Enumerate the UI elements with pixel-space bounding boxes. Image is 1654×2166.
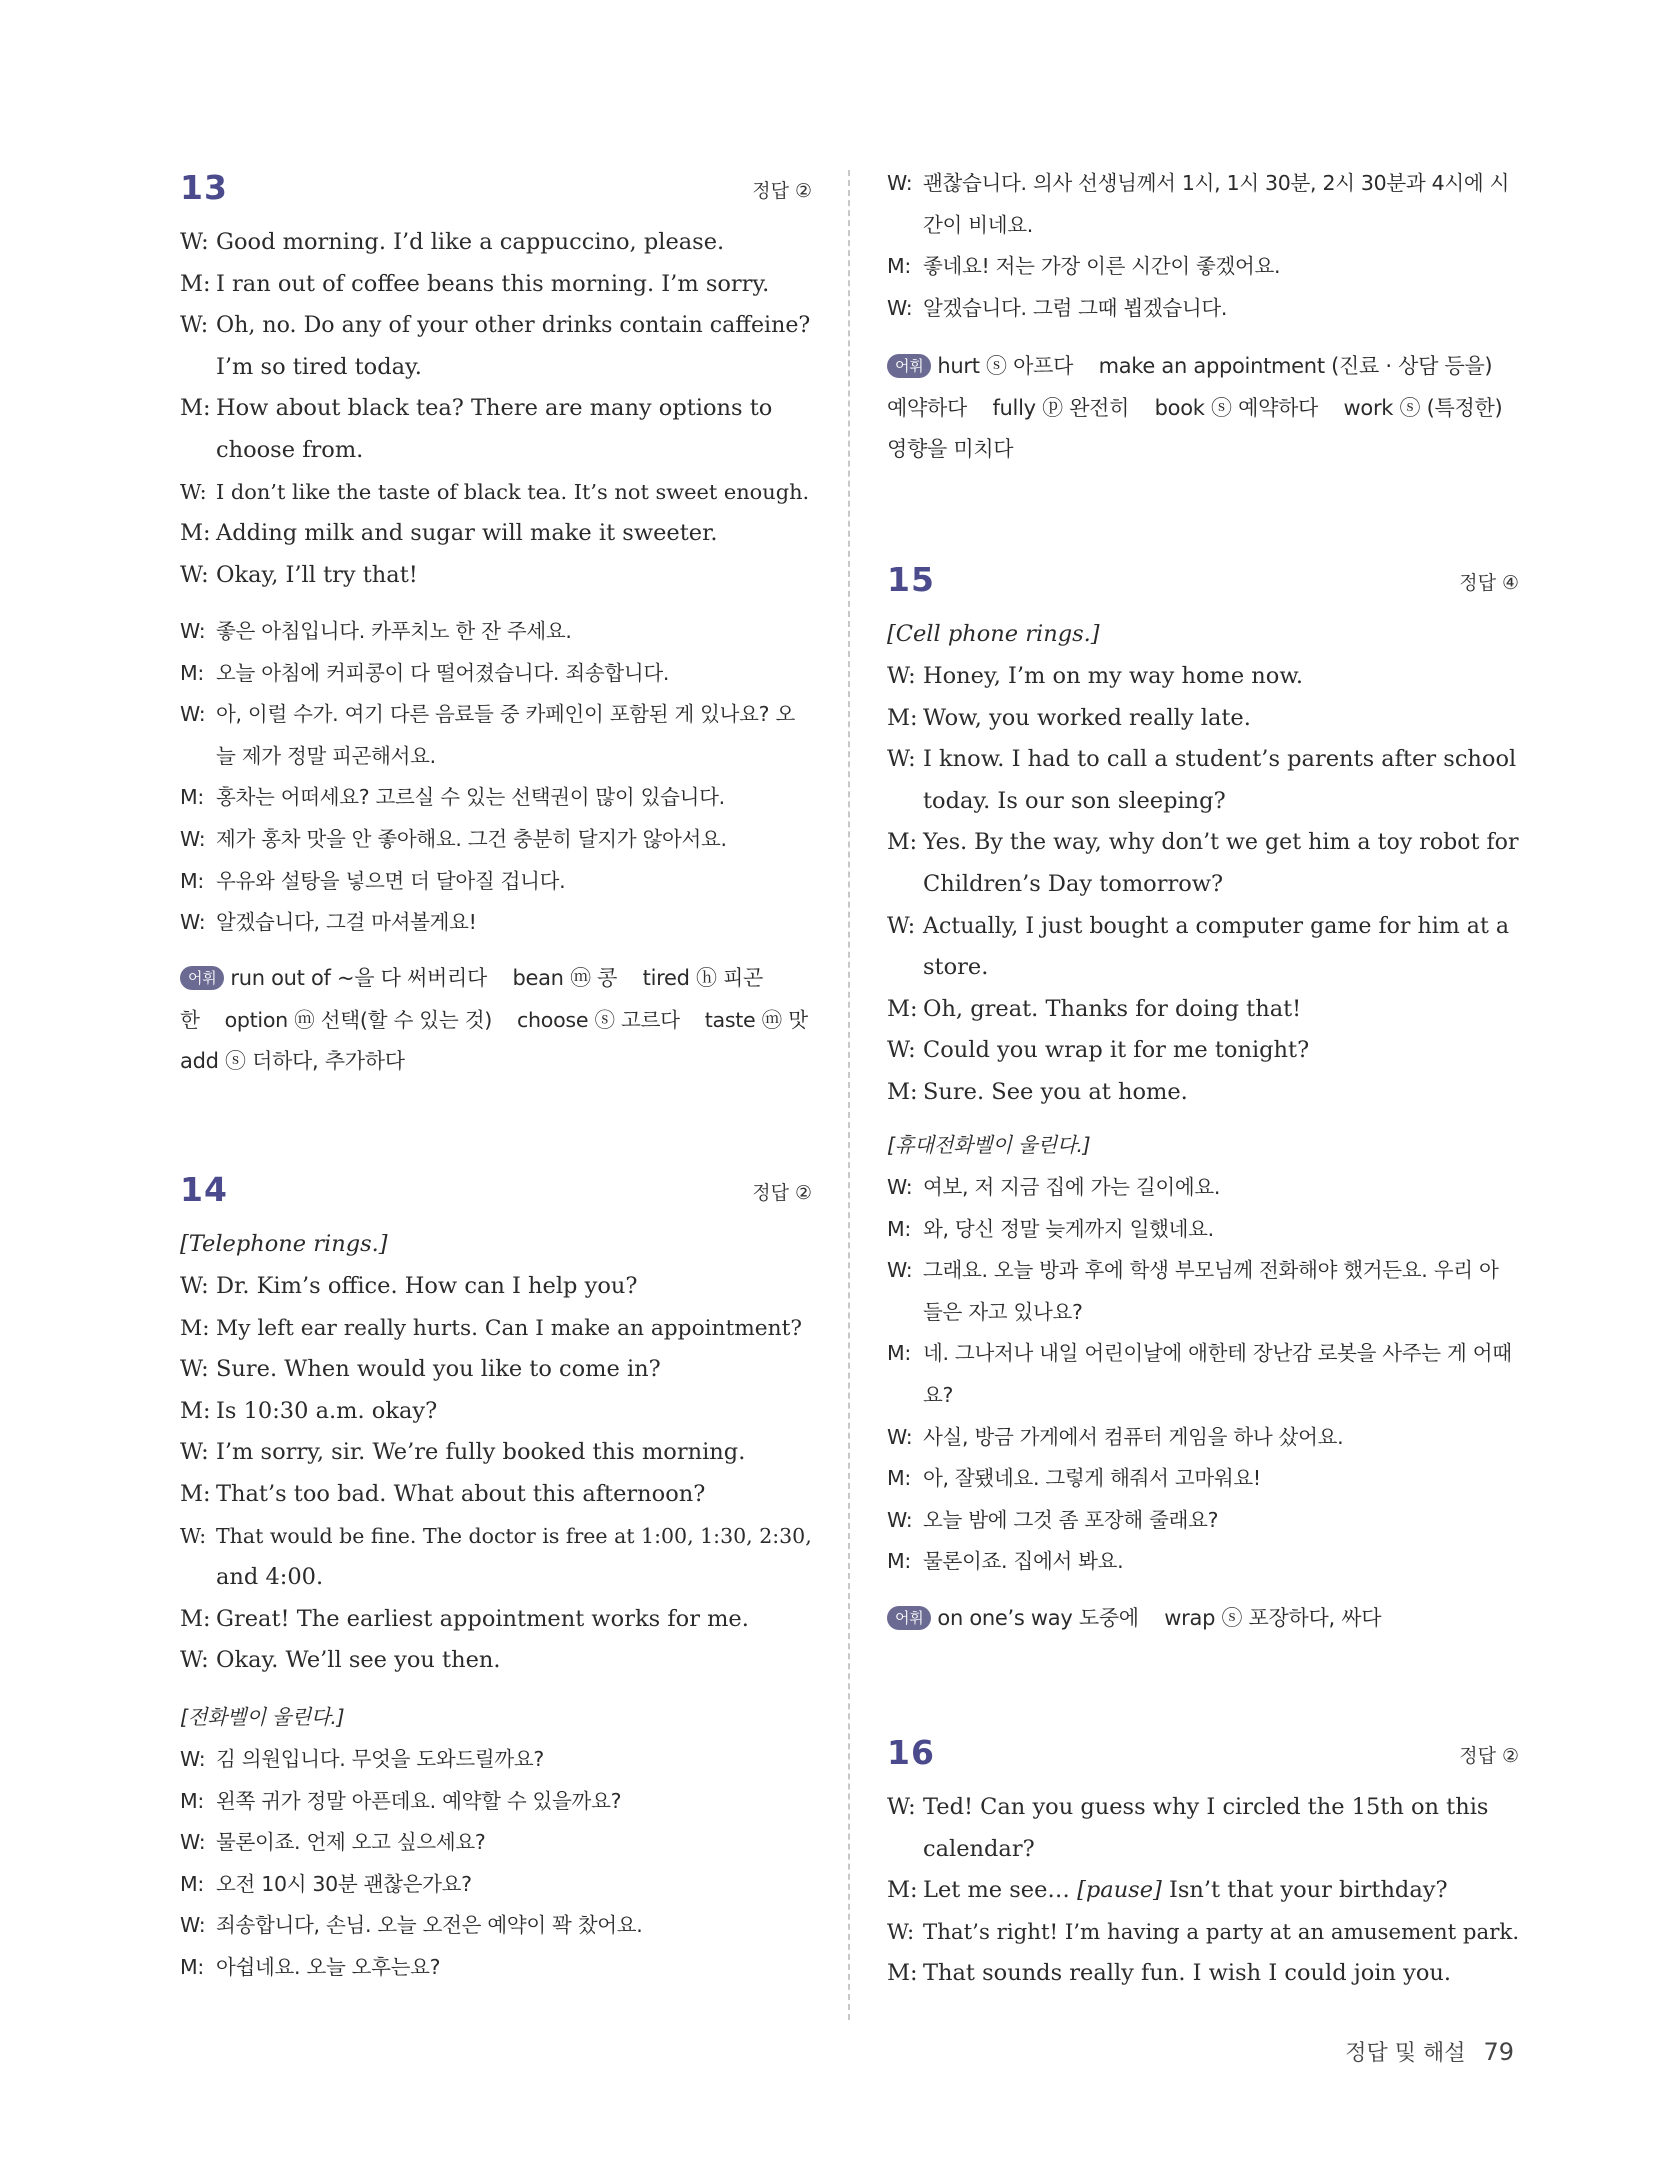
- dialogue-line: choose from.: [216, 436, 364, 463]
- dialogue-line: [887, 656, 1519, 698]
- dialogue-text: 김 의원입니다. 무엇을 도와드릴까요?: [216, 1747, 544, 1771]
- dialogue-text: That’s right! I’m having a party at an amusement park.: [923, 1919, 1520, 1945]
- vocab-line: [887, 429, 1519, 471]
- dialogue-text: Adding milk and sugar will make it sweeter.: [216, 520, 718, 547]
- dialogue-line: I’m so tired today.: [216, 353, 422, 380]
- dialogue-line: [180, 694, 812, 736]
- dialogue-text: 괜찮습니다. 의사 선생님께서 1시, 1시 30분, 2시 30분과 4시에 시: [923, 171, 1510, 195]
- dialogue-line: [887, 1167, 1519, 1209]
- dialogue-line: [887, 1541, 1519, 1583]
- dialogue-line: [887, 1417, 1519, 1459]
- dialogue-text: Honey, I’m on my way home now.: [923, 663, 1304, 689]
- dialogue-line: [180, 388, 812, 430]
- speaker-label: W:: [180, 1273, 209, 1299]
- speaker-label: M:: [180, 1605, 211, 1632]
- dialogue-text: Okay, I’ll try that!: [216, 561, 418, 588]
- speaker-label: M:: [887, 1877, 918, 1904]
- dialogue-text: 물론이죠. 언제 오고 싶으세요?: [216, 1830, 486, 1855]
- dialogue-line: [180, 305, 812, 347]
- speaker-label: W:: [887, 171, 913, 195]
- dialogue-line: [887, 1030, 1519, 1072]
- dialogue-line: [887, 1870, 1519, 1912]
- dialogue-line: [180, 1864, 812, 1906]
- speaker-label: W:: [887, 295, 913, 320]
- dialogue-text: 오전 10시 30분 괜찮은가요?: [216, 1871, 472, 1896]
- speaker-label: M:: [887, 1549, 911, 1574]
- vocab-line: [180, 958, 812, 1000]
- speaker-label: W:: [887, 1037, 916, 1064]
- dialogue-text: Oh, great. Thanks for doing that!: [923, 995, 1302, 1022]
- answer-label: 정답 ②: [752, 1182, 812, 1204]
- dialogue-line: [887, 822, 1519, 864]
- dialogue-line: [887, 1500, 1519, 1542]
- dialogue-text: I’m sorry, sir. We’re fully booked this morning.: [216, 1439, 746, 1466]
- vocab-line: [887, 388, 1519, 430]
- q13-header: [180, 168, 812, 214]
- dialogue-text: Actually, I just bought a computer game for him at a: [923, 912, 1510, 939]
- dialogue-line: [180, 555, 812, 597]
- dialogue-text: 오늘 밤에 그것 좀 포장해 줄래요?: [923, 1507, 1219, 1532]
- dialogue-text: Sure. See you at home.: [923, 1078, 1188, 1105]
- dialogue-line: [180, 1781, 812, 1823]
- speaker-label: W:: [180, 1523, 207, 1548]
- dialogue-text: How about black tea? There are many options to: [216, 395, 773, 422]
- vocab-text: 한 option ⓜ 선택(할 수 있는 것) choose ⓢ 고르다 taste ⓜ 맛: [180, 1007, 808, 1032]
- vocab-line: [180, 1041, 812, 1083]
- dialogue-text: 왼쪽 귀가 정말 아픈데요. 예약할 수 있을까요?: [216, 1788, 622, 1813]
- answer-label: 정답 ②: [752, 180, 812, 202]
- speaker-label: W:: [180, 1830, 206, 1855]
- q15-header: [887, 560, 1519, 606]
- speaker-label: W:: [180, 702, 206, 727]
- dialogue-line: [180, 1474, 812, 1516]
- speaker-label: M:: [887, 1960, 918, 1987]
- q15-korean-script: [887, 1167, 1519, 1583]
- dialogue-line: [180, 861, 812, 903]
- q13-korean-script: [180, 611, 812, 944]
- dialogue-text: 여보, 저 지금 집에 가는 길이에요.: [923, 1175, 1221, 1199]
- q15-vocabulary: [887, 1598, 1519, 1640]
- sound-cue: [Cell phone rings.]: [887, 621, 1100, 647]
- speaker-label: M:: [180, 1480, 211, 1507]
- dialogue-line: calendar?: [923, 1835, 1035, 1862]
- dialogue-text: 네. 그나저나 내일 어린이날에 애한테 장난감 로봇을 사주는 게 어때: [923, 1341, 1512, 1366]
- dialogue-line: 들은 자고 있나요?: [923, 1299, 1083, 1324]
- question-number: 14: [180, 1170, 228, 1209]
- dialogue-text: 와, 당신 정말 늦게까지 일했네요.: [923, 1216, 1214, 1241]
- speaker-label: M:: [887, 1341, 911, 1366]
- speaker-label: M:: [887, 995, 918, 1022]
- speaker-label: W:: [887, 746, 916, 773]
- q14-header: [180, 1170, 812, 1216]
- q14-vocabulary: [887, 346, 1519, 471]
- q15-english-script: [887, 656, 1519, 1114]
- dialogue-line: [887, 989, 1519, 1031]
- dialogue-line: [887, 1250, 1519, 1292]
- question-number: 15: [887, 560, 935, 599]
- dialogue-line: [887, 739, 1519, 781]
- vocab-text: hurt ⓢ 아프다 make an appointment (진료 · 상담 등을): [937, 354, 1493, 378]
- vocab-badge: 어휘: [887, 1606, 931, 1630]
- dialogue-line: [887, 1333, 1519, 1375]
- speaker-label: M:: [180, 1871, 204, 1896]
- vocab-text: run out of ~을 다 써버리다 bean ⓜ 콩 tired ⓗ 피곤: [230, 966, 764, 990]
- column-divider: [848, 170, 850, 2020]
- speaker-label: W:: [887, 912, 916, 939]
- dialogue-text: Dr. Kim’s office. How can I help you?: [216, 1273, 638, 1299]
- page-footer: [1345, 2036, 1514, 2067]
- speaker-label: M:: [180, 1954, 204, 1979]
- dialogue-text: 물론이죠. 집에서 봐요.: [923, 1549, 1124, 1574]
- dialogue-line: [180, 1905, 812, 1947]
- dialogue-text: 알겠습니다, 그걸 마셔볼게요!: [216, 910, 477, 935]
- dialogue-text: Ted! Can you guess why I circled the 15th on this: [923, 1794, 1489, 1820]
- dialogue-line: [887, 906, 1519, 948]
- dialogue-line: [180, 1822, 812, 1864]
- vocab-badge: 어휘: [180, 966, 224, 990]
- speaker-label: W:: [887, 1175, 913, 1199]
- speaker-label: W:: [887, 1919, 915, 1945]
- q13-english-script: [180, 222, 812, 596]
- speaker-label: M:: [180, 1315, 210, 1341]
- speaker-label: W:: [887, 1424, 913, 1449]
- dialogue-text: 아, 잘됐네요. 그렇게 해줘서 고마워요!: [923, 1466, 1261, 1491]
- dialogue-line: [887, 1072, 1519, 1114]
- dialogue-line: [180, 653, 812, 695]
- speaker-label: M:: [887, 1466, 911, 1491]
- speaker-label: M:: [180, 785, 204, 810]
- dialogue-line: [887, 1787, 1519, 1829]
- vocab-line: [887, 1598, 1519, 1640]
- q16-english-script: [887, 1787, 1519, 1995]
- dialogue-line: Children’s Day tomorrow?: [923, 870, 1224, 897]
- dialogue-line: [180, 513, 812, 555]
- dialogue-text: 제가 홍차 맛을 안 좋아해요. 그건 충분히 달지가 않아서요.: [216, 826, 727, 851]
- dialogue-line: [887, 698, 1519, 740]
- dialogue-text: I ran out of coffee beans this morning. I’m sorry.: [216, 270, 770, 297]
- dialogue-line: [180, 1308, 812, 1350]
- speaker-label: M:: [180, 395, 211, 422]
- dialogue-text: Sure. When would you like to come in?: [216, 1356, 661, 1383]
- speaker-label: W:: [180, 561, 209, 588]
- dialogue-line: [180, 264, 812, 306]
- sound-cue: [휴대전화벨이 울린다.]: [887, 1133, 1091, 1157]
- speaker-label: M:: [887, 704, 918, 731]
- speaker-label: W:: [180, 1439, 209, 1466]
- answer-label: 정답 ②: [1459, 1745, 1519, 1767]
- dialogue-text: 좋네요! 저는 가장 이른 시간이 좋겠어요.: [923, 254, 1281, 279]
- page-number: 79: [1483, 2038, 1514, 2066]
- dialogue-line: [887, 246, 1519, 288]
- speaker-label: W:: [887, 1794, 916, 1820]
- speaker-label: W:: [180, 312, 209, 339]
- dialogue-text: 아쉽네요. 오늘 오후는요?: [216, 1954, 441, 1979]
- q16-header: [887, 1733, 1519, 1779]
- dialogue-text: That’s too bad. What about this afternoon?: [216, 1480, 706, 1507]
- vocab-text: add ⓢ 더하다, 추가하다: [180, 1049, 405, 1074]
- dialogue-line: 늘 제가 정말 피곤해서요.: [216, 743, 436, 768]
- dialogue-text: That would be fine. The doctor is free at 1:00, 1:30, 2:30,: [216, 1523, 812, 1548]
- dialogue-line: [180, 777, 812, 819]
- speaker-label: W:: [887, 1258, 913, 1283]
- dialogue-text: Let me see… [pause] Isn’t that your birthday?: [923, 1877, 1448, 1904]
- sound-cue: [Telephone rings.]: [180, 1231, 388, 1257]
- dialogue-text: Oh, no. Do any of your other drinks contain caffeine?: [216, 312, 811, 339]
- speaker-label: W:: [180, 479, 207, 504]
- dialogue-text: 오늘 아침에 커피콩이 다 떨어졌습니다. 죄송합니다.: [216, 660, 670, 685]
- section-title: 정답 및 해설: [1345, 2041, 1466, 2066]
- dialogue-line: [180, 902, 812, 944]
- q15-sound-cue: [887, 614, 1519, 656]
- dialogue-line: [887, 1209, 1519, 1251]
- dialogue-text: 좋은 아침입니다. 카푸치노 한 잔 주세요.: [216, 619, 572, 643]
- speaker-label: M:: [887, 1078, 918, 1105]
- speaker-label: W:: [180, 910, 206, 935]
- dialogue-line: [180, 1432, 812, 1474]
- dialogue-text: That sounds really fun. I wish I could join you.: [923, 1960, 1452, 1987]
- dialogue-line: [180, 1349, 812, 1391]
- vocab-badge: 어휘: [887, 354, 931, 378]
- q15-sound-cue-korean: [887, 1125, 1519, 1167]
- dialogue-line: [887, 1458, 1519, 1500]
- dialogue-text: 그래요. 오늘 방과 후에 학생 부모님께 전화해야 했거든요. 우리 아: [923, 1258, 1499, 1283]
- dialogue-line: [887, 1912, 1519, 1954]
- speaker-label: M:: [887, 254, 911, 279]
- speaker-label: M:: [180, 270, 211, 297]
- vocab-line: [887, 346, 1519, 388]
- dialogue-line: [180, 819, 812, 861]
- vocab-line: [180, 1000, 812, 1042]
- dialogue-line: [887, 1953, 1519, 1995]
- q14-english-script: [180, 1266, 812, 1682]
- dialogue-text: 우유와 설탕을 넣으면 더 달아질 겁니다.: [216, 868, 566, 893]
- dialogue-line: store.: [923, 954, 989, 981]
- dialogue-line: and 4:00.: [216, 1564, 324, 1591]
- answer-label: 정답 ④: [1459, 572, 1519, 594]
- dialogue-line: [180, 472, 812, 514]
- dialogue-line: [180, 1640, 812, 1682]
- dialogue-text: My left ear really hurts. Can I make an appointment?: [216, 1315, 802, 1341]
- dialogue-line: [180, 1266, 812, 1308]
- vocab-text: 영향을 미치다: [887, 437, 1014, 462]
- dialogue-text: 홍차는 어떠세요? 고르실 수 있는 선택권이 많이 있습니다.: [216, 785, 725, 810]
- dialogue-line: [887, 288, 1519, 330]
- dialogue-text: Wow, you worked really late.: [923, 704, 1251, 731]
- dialogue-text: Great! The earliest appointment works for me.: [216, 1605, 749, 1632]
- speaker-label: W:: [180, 826, 206, 851]
- speaker-label: W:: [180, 1747, 206, 1771]
- q14-sound-cue-korean: [180, 1697, 812, 1739]
- dialogue-line: [180, 1516, 812, 1558]
- speaker-label: W:: [180, 1647, 209, 1674]
- sound-cue: [전화벨이 울린다.]: [180, 1705, 345, 1729]
- speaker-label: W:: [180, 1356, 209, 1383]
- dialogue-text: 아, 이럴 수가. 여기 다른 음료들 중 카페인이 포함된 게 있나요? 오: [216, 702, 795, 727]
- dialogue-text: Okay. We’ll see you then.: [216, 1647, 501, 1674]
- dialogue-line: [180, 611, 812, 653]
- dialogue-text: 사실, 방금 가게에서 컴퓨터 게임을 하나 샀어요.: [923, 1424, 1344, 1449]
- dialogue-text: Could you wrap it for me tonight?: [923, 1037, 1310, 1064]
- dialogue-line: [180, 1739, 812, 1781]
- speaker-label: W:: [180, 619, 206, 643]
- speaker-label: M:: [180, 520, 211, 547]
- q14-sound-cue: [180, 1224, 812, 1266]
- dialogue-text: 죄송합니다, 손님. 오늘 오전은 예약이 꽉 찼어요.: [216, 1913, 643, 1938]
- speaker-label: M:: [180, 660, 204, 685]
- dialogue-line: [180, 1947, 812, 1989]
- vocab-text: on one’s way 도중에 wrap ⓢ 포장하다, 싸다: [937, 1606, 1382, 1630]
- dialogue-text: Good morning. I’d like a cappuccino, please.: [216, 229, 725, 255]
- dialogue-text: 알겠습니다. 그럼 그때 뵙겠습니다.: [923, 295, 1228, 320]
- dialogue-text: I don’t like the taste of black tea. It’s not sweet enough.: [216, 479, 810, 504]
- q13-vocabulary: [180, 958, 812, 1083]
- dialogue-text: Yes. By the way, why don’t we get him a toy robot for: [923, 829, 1519, 856]
- dialogue-line: [180, 222, 812, 264]
- question-number: 13: [180, 168, 228, 207]
- speaker-label: W:: [887, 663, 916, 689]
- dialogue-line: today. Is our son sleeping?: [923, 787, 1226, 814]
- speaker-label: W:: [180, 1913, 206, 1938]
- q14-korean-script: [180, 1739, 812, 1989]
- vocab-text: 예약하다 fully ⓟ 완전히 book ⓢ 예약하다 work ⓢ (특정한): [887, 395, 1503, 420]
- speaker-label: M:: [887, 1216, 911, 1241]
- speaker-label: W:: [180, 229, 209, 255]
- speaker-label: M:: [180, 1788, 204, 1813]
- dialogue-text: Is 10:30 a.m. okay?: [216, 1397, 438, 1424]
- speaker-label: M:: [180, 1397, 211, 1424]
- dialogue-line: [887, 163, 1519, 205]
- dialogue-line: [180, 1599, 812, 1641]
- speaker-label: M:: [180, 868, 204, 893]
- dialogue-line: 요?: [923, 1382, 954, 1407]
- q14-korean-script-continued: [887, 163, 1519, 329]
- speaker-label: W:: [887, 1507, 913, 1532]
- dialogue-line: [180, 1391, 812, 1433]
- dialogue-line: 간이 비네요.: [923, 212, 1033, 237]
- dialogue-text: I know. I had to call a student’s parents after school: [923, 746, 1517, 773]
- question-number: 16: [887, 1733, 935, 1772]
- speaker-label: M:: [887, 829, 918, 856]
